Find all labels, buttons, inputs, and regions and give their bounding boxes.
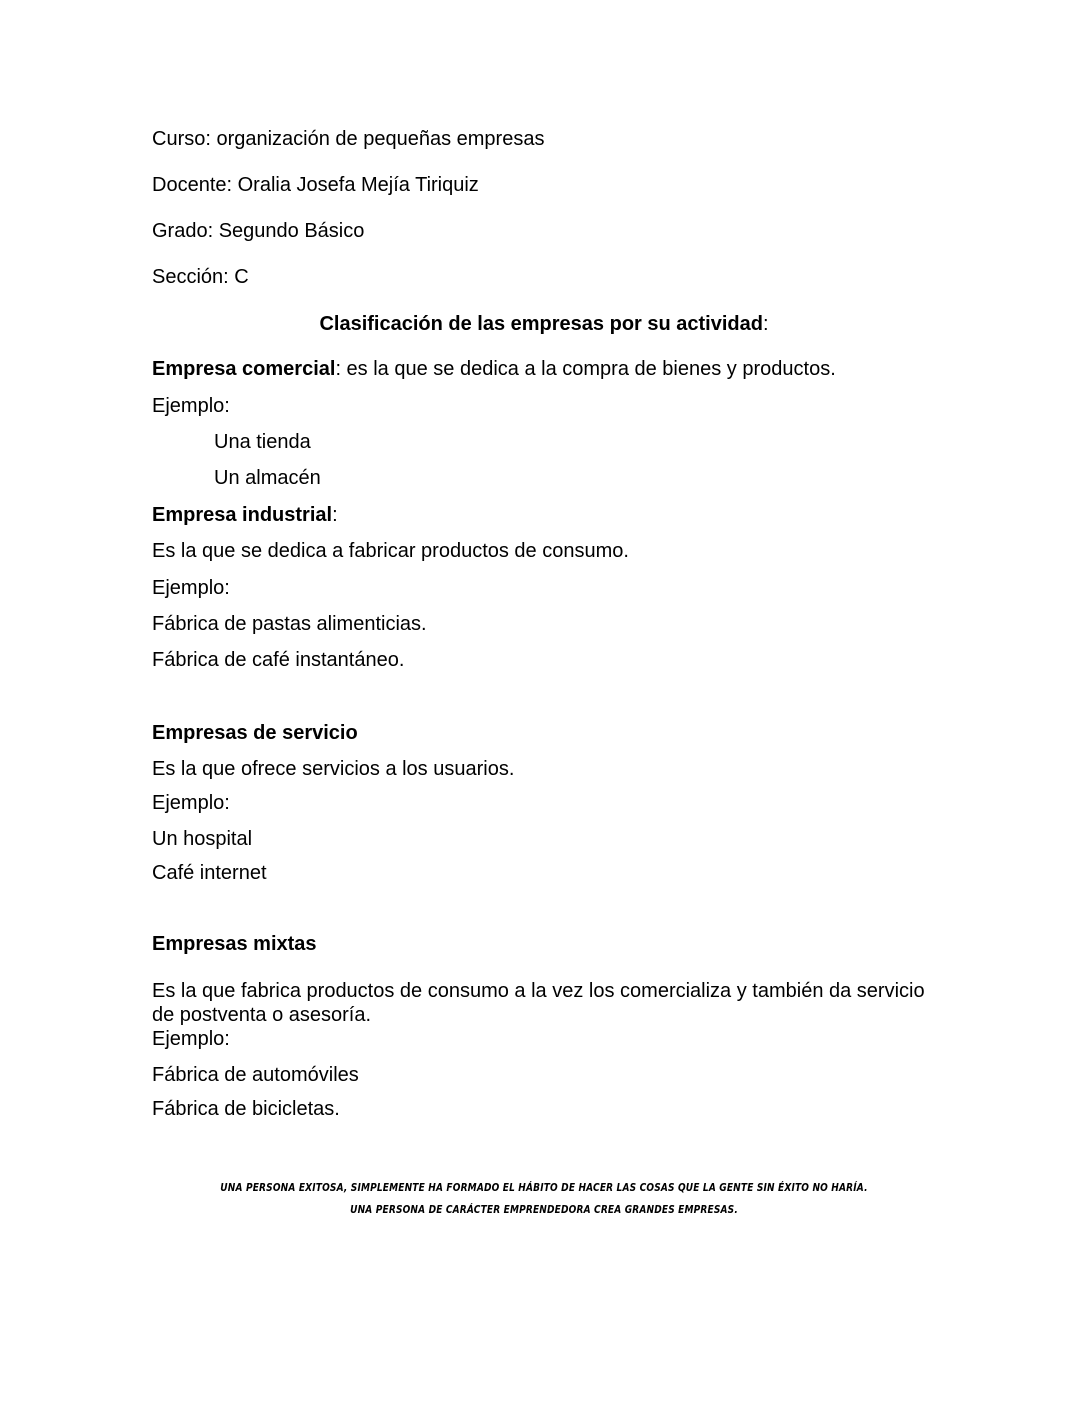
industrial-example-item: Fábrica de pastas alimenticias. bbox=[152, 613, 427, 635]
industrial-text: Es la que se dedica a fabricar productos de consumo. bbox=[152, 540, 629, 562]
industrial-example-item: Fábrica de café instantáneo. bbox=[152, 649, 405, 671]
page-title-colon: : bbox=[762, 313, 769, 335]
section-line: Sección: C bbox=[152, 266, 249, 288]
page-title bbox=[0, 312, 1088, 336]
comercial-definition bbox=[152, 357, 836, 381]
comercial-example-item: Una tienda bbox=[214, 431, 311, 453]
comercial-ejemplo-label: Ejemplo: bbox=[152, 395, 230, 417]
comercial-text: es la que se dedica a la compra de bienes y productos. bbox=[341, 358, 836, 380]
industrial-colon: : bbox=[332, 504, 338, 526]
mixtas-heading: Empresas mixtas bbox=[152, 933, 317, 955]
footer-motto-line-1: UNA PERSONA EXITOSA, SIMPLEMENTE HA FORMADO EL HÁBITO DE HACER LAS COSAS QUE LA GENTE SIN ÉXITO NO HARÍA. bbox=[220, 1181, 868, 1194]
industrial-ejemplo-label: Ejemplo: bbox=[152, 577, 230, 599]
grade-line: Grado: Segundo Básico bbox=[152, 220, 365, 242]
mixtas-ejemplo-label: Ejemplo: bbox=[152, 1028, 230, 1050]
servicio-text: Es la que ofrece servicios a los usuarios. bbox=[152, 758, 515, 780]
industrial-heading-line bbox=[152, 503, 338, 527]
servicio-example-item: Un hospital bbox=[152, 828, 253, 850]
mixtas-example-item: Fábrica de automóviles bbox=[152, 1064, 359, 1086]
footer-motto-line-2: UNA PERSONA DE CARÁCTER EMPRENDEDORA CREA GRANDES EMPRESAS. bbox=[350, 1203, 738, 1216]
course-line: Curso: organización de pequeñas empresas bbox=[152, 128, 545, 150]
servicio-heading: Empresas de servicio bbox=[152, 722, 358, 744]
page-title-text: Clasificación de las empresas por su actividad bbox=[319, 313, 763, 335]
comercial-example-item: Un almacén bbox=[214, 467, 321, 489]
servicio-example-item: Café internet bbox=[152, 862, 267, 884]
comercial-heading: Empresa comercial bbox=[152, 358, 336, 380]
mixtas-example-item: Fábrica de bicicletas. bbox=[152, 1098, 340, 1120]
industrial-heading: Empresa industrial bbox=[152, 504, 333, 526]
comercial-colon: : bbox=[335, 358, 341, 380]
teacher-line: Docente: Oralia Josefa Mejía Tiriquiz bbox=[152, 174, 479, 196]
servicio-ejemplo-label: Ejemplo: bbox=[152, 792, 230, 814]
mixtas-text: Es la que fabrica productos de consumo a la vez los comercializa y también da servicio de postventa o asesoría. bbox=[152, 980, 925, 1026]
